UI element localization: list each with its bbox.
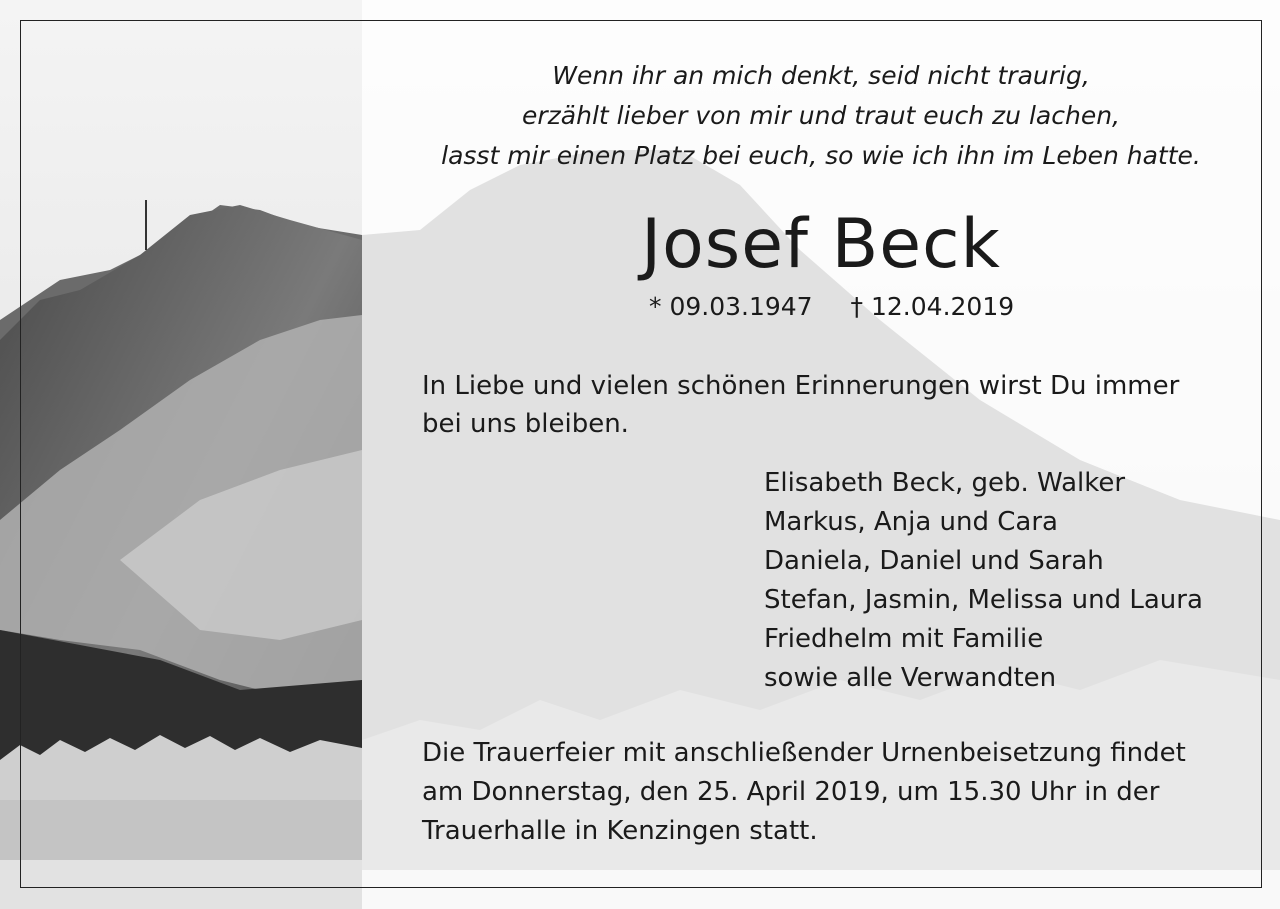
- service-line: Die Trauerfeier mit anschließender Urnenbeisetzung findet: [422, 738, 1186, 768]
- birth-date: * 09.03.1947: [649, 292, 813, 321]
- funeral-service-info: [422, 734, 1242, 851]
- memorial-poem: [362, 56, 1280, 176]
- mourners-list: [764, 464, 1203, 698]
- mourner-entry: Stefan, Jasmin, Melissa und Laura: [764, 585, 1203, 615]
- mourner-entry: Markus, Anja und Cara: [764, 507, 1058, 537]
- life-dates: [649, 292, 1014, 321]
- mourner-entry: Daniela, Daniel und Sarah: [764, 546, 1104, 576]
- poem-line: erzählt lieber von mir und traut euch zu lachen,: [522, 101, 1120, 130]
- mourner-entry: sowie alle Verwandten: [764, 663, 1057, 693]
- mourner-entry: Friedhelm mit Familie: [764, 624, 1044, 654]
- service-line: Trauerhalle in Kenzingen statt.: [422, 816, 818, 846]
- mourner-entry: Elisabeth Beck, geb. Walker: [764, 468, 1126, 498]
- poem-line: Wenn ihr an mich denkt, seid nicht traurig,: [552, 61, 1090, 90]
- death-date: † 12.04.2019: [850, 292, 1015, 321]
- message-line: bei uns bleiben.: [422, 409, 629, 439]
- poem-line: lasst mir einen Platz bei euch, so wie ich ihn im Leben hatte.: [441, 141, 1201, 170]
- message-line: In Liebe und vielen schönen Erinnerungen wirst Du immer: [422, 371, 1180, 401]
- service-line: am Donnerstag, den 25. April 2019, um 15.30 Uhr in der: [422, 777, 1160, 807]
- remembrance-message: [422, 367, 1242, 443]
- deceased-name: Josef Beck: [641, 205, 1001, 284]
- obituary-content: [362, 0, 1280, 909]
